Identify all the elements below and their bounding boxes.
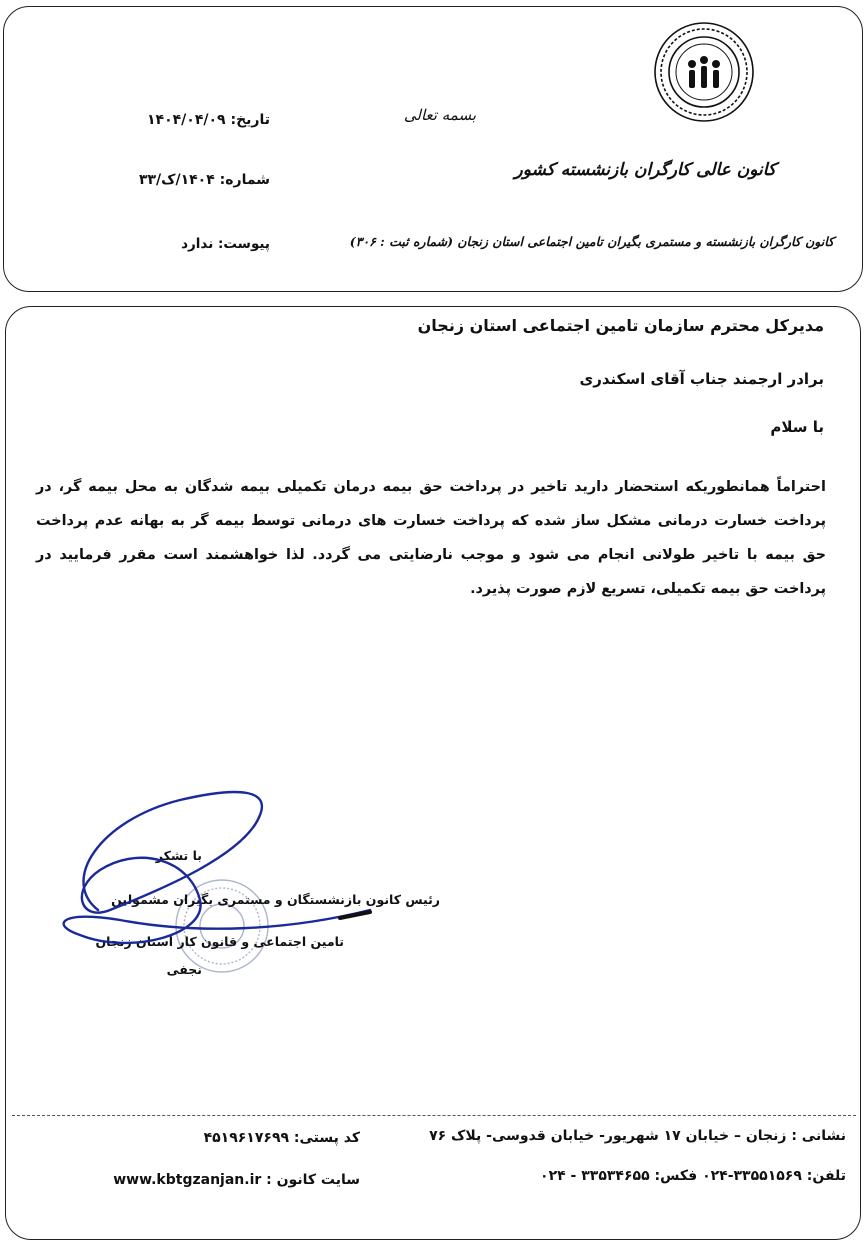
greeting: با سلام bbox=[770, 418, 824, 436]
handwritten-signature bbox=[40, 760, 400, 980]
letter-attachment: پیوست: ندارد bbox=[181, 236, 270, 252]
footer-website: سایت کانون : www.kbtgzanjan.ir bbox=[113, 1172, 360, 1188]
signer-title-line2: تامین اجتماعی و قانون کار استان زنجان bbox=[95, 934, 344, 949]
letter-number: شماره: ۱۴۰۴/ک/۳۳ bbox=[138, 172, 270, 188]
signer-title-line1: رئیس کانون بازنشستگان و مستمری بگیران مشمولین bbox=[111, 892, 440, 907]
letter-body: احتراماً همانطوریکه استحضار دارید تاخیر در پرداخت حق بیمه درمان تکمیلی بیمه شدگان به محل بیمه گر، در پرداخت خسارت درمانی مشکل ساز شده که پرداخت خسارت های درمانی توسط بیمه گر به بهانه عدم پرداخت حق بیمه با تاخیر طولانی انجام می شود و موجب نارضایتی می گردد. لذا خواهشمند است مقرر فرمایید در پرداخت حق بیمه تکمیلی، تسریع لازم صورت پذیرد. bbox=[36, 479, 826, 597]
organization-full-name: کانون کارگران بازنشسته و مستمری بگیران تامین اجتماعی استان زنجان (شماره ثبت : ۳۰۶) bbox=[349, 234, 834, 249]
recipient: مدیرکل محترم سازمان تامین اجتماعی استان زنجان bbox=[417, 316, 824, 335]
basmala: بسمه تعالی bbox=[403, 106, 476, 124]
footer-postal-code: کد پستی: ۴۵۱۹۶۱۷۶۹۹ bbox=[203, 1130, 360, 1146]
letter-date: تاریخ: ۱۴۰۴/۰۴/۰۹ bbox=[147, 112, 270, 128]
addressee: برادر ارجمند جناب آقای اسکندری bbox=[579, 370, 824, 388]
closing-thanks: با تشکر bbox=[155, 848, 202, 863]
footer-phone-fax: تلفن: ۳۳۵۵۱۵۶۹-۰۲۴ فکس: ۳۳۵۳۴۶۵۵ - ۰۲۴ bbox=[540, 1168, 846, 1184]
organization-logo-icon bbox=[652, 20, 756, 124]
footer-address: نشانی : زنجان – خیابان ۱۷ شهریور- خیابان قدوسی- پلاک ۷۶ bbox=[429, 1128, 846, 1144]
signer-name: نجفی bbox=[166, 962, 202, 977]
organization-name: کانون عالی کارگران بازنشسته کشور bbox=[514, 160, 776, 180]
footer-divider bbox=[12, 1115, 856, 1116]
